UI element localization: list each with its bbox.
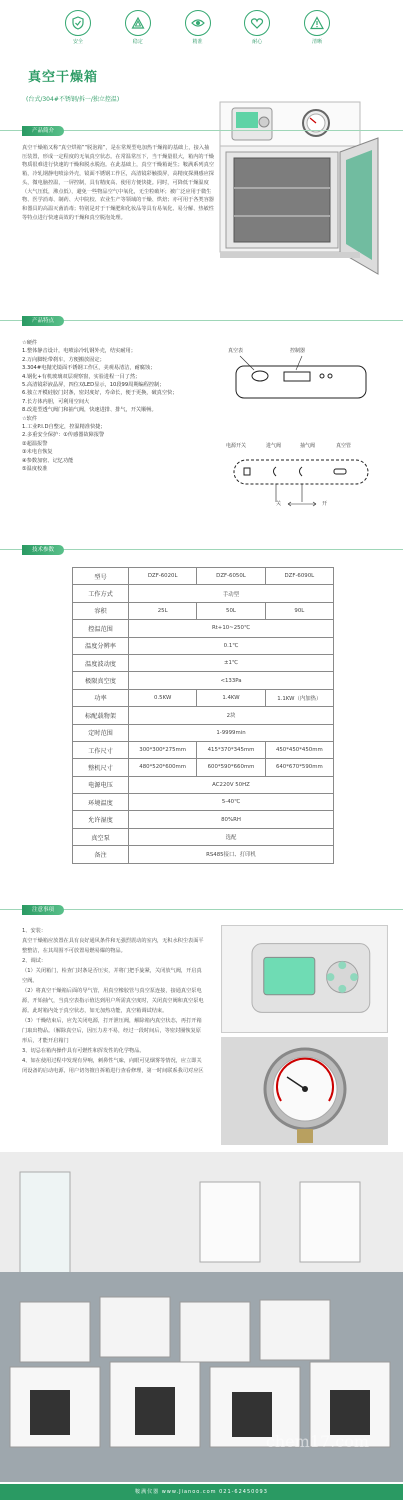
feature-line: ③未电自恢复 <box>22 449 53 456</box>
spec-value-cell: 手动型 <box>129 585 334 602</box>
control-panel-photo <box>221 925 388 1033</box>
watermark: chem17.com <box>265 1432 369 1451</box>
label-vacuum-pipe: 真空管 <box>336 443 352 449</box>
spec-label-cell: 备注 <box>73 846 129 863</box>
feature-line: ☆硬件 <box>22 340 38 346</box>
vacuum-oven-image <box>216 98 388 286</box>
spec-value-cell: 2块 <box>129 707 334 724</box>
table-row <box>73 620 334 637</box>
note-line: 4、如在使用过程中发现有异响，刺鼻性气味，向眼可见烟雾等情况，应立即关闭设备的启动电源，用户切勿擅自拆箱进行查看修理，第一时间联系我司对应区 <box>22 1058 204 1074</box>
spec-header-cell: DZF-6020L <box>129 568 197 585</box>
label-pump-valve: 抽气阀 <box>300 443 316 449</box>
section-features-title: 产品特点 <box>22 316 64 326</box>
feature-line: 6.独立开模硅胶门封条，密封度好，寿命长，便于更换，破真空快； <box>22 390 178 397</box>
spec-value-cell: 选配 <box>129 828 334 845</box>
spec-label-cell: 温度分辨率 <box>73 637 129 654</box>
spec-value-cell: Rt+10~250℃ <box>129 620 334 637</box>
heart-icon <box>244 10 270 36</box>
notes-text <box>22 926 204 1076</box>
spec-value-cell: 5-40℃ <box>129 794 334 811</box>
feature-icons-row <box>60 10 335 54</box>
feature-line: 3.304#电抛光镜面不锈钢工作区，美观易清洁，耐腐蚀； <box>22 365 156 372</box>
spec-label-cell: 真空泵 <box>73 828 129 845</box>
label-control-panel: 控制器 <box>290 348 306 354</box>
label-vent-valve: 进气阀 <box>266 443 282 449</box>
spec-value-cell: 50L <box>197 602 265 619</box>
feature-line: ④参数加密、记忆功能 <box>22 457 74 464</box>
triangle-icon <box>125 10 151 36</box>
note-line: 3、切忌在箱内操作具有可燃性和挥发性的化学物品。 <box>22 1048 145 1054</box>
section-features-bar <box>0 320 403 328</box>
feature-line: 1.工业P.I.D自整定，控温精准快捷； <box>22 424 106 431</box>
feature-label: 耐心 <box>252 39 263 45</box>
spec-label-cell: 允许湿度 <box>73 811 129 828</box>
intro-text: 真空干燥箱又称“真空烘箱”“脱泡箱”，是在常规型电加热干燥箱的基础上，接入抽压装置，形成一定程度的无氧真空状态。在常温常压下，当干燥量很大，箱内的干燥物质很难进行快速的干燥和脱水脱泡。在此基础上，真空干燥箱诞生；鞍满系列真空箱，冷轧钢静电喷涂外壳，镜面不锈钢工作区，高清镜彩触摸屏，高精度探测感应探头，微电脑控温，一屏控制，具有精度高、使用方便快捷。同时，可降低干燥温度（大气压低，沸点低），避免一些物品空气中氧化，无尘粒破坏；被广泛应用于微生物、医学消毒、制药、大中院校、农业生产等领域的干燥、烘焙；亦可用于各类容器和器具的高温灭菌消毒；特别是对于干燥肥和化妆品等具有易氧化、易分解、热敏性等特点进行快速高效的干燥和真空脱泡处理。 <box>22 145 214 221</box>
spec-label-cell: 标配载物架 <box>73 707 129 724</box>
spec-value-cell: <133Pa <box>129 672 334 689</box>
spec-value-cell: 80%RH <box>129 811 334 828</box>
feature-care <box>239 10 275 54</box>
spec-value-cell: 450*450*450mm <box>265 741 333 758</box>
label-power-switch: 电源开关 <box>226 443 247 449</box>
table-row <box>73 654 334 671</box>
spec-value-cell: RS485接口、打印机 <box>129 846 334 863</box>
section-notes-bar <box>0 909 403 917</box>
product-subtitle: (台式/304#不锈钢/拆一/独立控温) <box>26 96 120 103</box>
spec-value-cell: 415*370*345mm <box>197 741 265 758</box>
eye-icon <box>185 10 211 36</box>
spec-label-cell: 电源电压 <box>73 776 129 793</box>
features-list <box>22 339 217 474</box>
shield-check-icon <box>65 10 91 36</box>
panel-diagram <box>226 344 376 532</box>
spec-label-cell: 控温范围 <box>73 620 129 637</box>
spec-value-cell: 600*590*660mm <box>197 759 265 776</box>
section-intro-bar <box>0 130 403 138</box>
table-row <box>73 689 334 706</box>
label-vacuum-gauge: 真空表 <box>228 348 244 354</box>
feature-line: ⑤温度校准 <box>22 466 48 473</box>
table-row <box>73 811 334 828</box>
feature-line: 1.整体静音设计，电喷涂冷轧钢外壳，结实耐用； <box>22 348 136 355</box>
table-row <box>73 672 334 689</box>
product-title: 真空干燥箱 <box>28 70 99 85</box>
feature-clear <box>299 10 335 54</box>
feature-line: 5.高清镜彩液晶屏，四位双LED显示，10段99周期编程控制； <box>22 382 165 389</box>
spec-label-cell: 工作尺寸 <box>73 741 129 758</box>
spec-value-cell: ±1℃ <box>129 654 334 671</box>
label-open: 开 <box>322 501 328 507</box>
table-row <box>73 724 334 741</box>
front-panel-drawing <box>226 354 376 402</box>
spec-value-cell: 1.1KW（内加热） <box>265 689 333 706</box>
label-close: 关 <box>276 501 282 507</box>
spec-value-cell: 25L <box>129 602 197 619</box>
feature-label: 清晰 <box>311 39 322 45</box>
spec-value-cell: 480*520*600mm <box>129 759 197 776</box>
spec-label-cell: 功率 <box>73 689 129 706</box>
table-row <box>73 828 334 845</box>
table-row <box>73 637 334 654</box>
feature-label: 安全 <box>72 39 83 45</box>
note-line: （1）关闭箱门，检查门封条是否压实，并将门把手旋紧，关闭放气阀，开启真空阀。 <box>22 968 202 984</box>
feature-safe <box>60 10 96 54</box>
vacuum-gauge-photo <box>221 1037 388 1145</box>
note-line: （3）干燥结束后，应先关闭电源，打开泄压阀，解除箱内真空状态，再打开箱门取出物品。（解除真空后，因压力差不易，经过一段时间后，等密封圈恢复原形后，才能开启箱门 <box>22 1018 202 1044</box>
spec-value-cell: 90L <box>265 602 333 619</box>
table-row <box>73 568 334 585</box>
spec-value-cell: AC220V 50HZ <box>129 776 334 793</box>
feature-line: 8.改进型透气阀门和抽气阀，快速进排、排气，开关顺畅。 <box>22 407 157 414</box>
spec-label-cell: 定时范围 <box>73 724 129 741</box>
feature-line: 4.钢化+有机玻璃双层观察窗，实验进程一目了然； <box>22 373 141 380</box>
table-row <box>73 759 334 776</box>
spec-label-cell: 整机尺寸 <box>73 759 129 776</box>
note-line: 1、安装： <box>22 928 47 934</box>
spec-value-cell: 1-9999min <box>129 724 334 741</box>
spec-value-cell: 0.1℃ <box>129 637 334 654</box>
spec-value-cell: 0.5KW <box>129 689 197 706</box>
feature-line: 2.万向脚轮带刹车，方便搬放固定； <box>22 356 105 363</box>
table-row <box>73 585 334 602</box>
spec-value-cell: 640*670*590mm <box>265 759 333 776</box>
table-row <box>73 707 334 724</box>
spec-label-cell: 工作方式 <box>73 585 129 602</box>
rear-panel-drawing <box>226 450 376 510</box>
note-line: （2）将真空干燥箱后面的导气管，用真空橡胶管与真空泵连接，接通真空泵电源，开始抽气，当真空表指示值达到用户所需真空度时，关闭真空阀和真空泵电源。此时箱内处于真空状态，如无加热功能，真空箱调试结束。 <box>22 988 204 1014</box>
spec-label-cell: 温度波动度 <box>73 654 129 671</box>
table-row <box>73 794 334 811</box>
spec-label-cell: 容积 <box>73 602 129 619</box>
warning-icon <box>304 10 330 36</box>
spec-table <box>72 567 334 864</box>
table-row <box>73 741 334 758</box>
footer-bar: 鞍满仪器 www.Jianoo.com 021-62450093 <box>0 1484 403 1500</box>
table-row <box>73 776 334 793</box>
table-row <box>73 846 334 863</box>
feature-line: ☆软件 <box>22 415 38 422</box>
feature-label: 精准 <box>192 39 203 45</box>
note-line: 真空干燥箱应放置在具有良好通风条件和无强烈震动的室内，无积水积尘表面平整整洁，在其周围不可放置易燃易爆的物品。 <box>22 938 204 954</box>
feature-line: ②超温报警 <box>22 440 48 447</box>
feature-line: 7.长方体内胆，可利用空间大 <box>22 398 90 405</box>
spec-value-cell: 1.4KW <box>197 689 265 706</box>
feature-label: 稳定 <box>132 39 143 45</box>
spec-value-cell: 300*300*275mm <box>129 741 197 758</box>
spec-header-cell: DZF-6050L <box>197 568 265 585</box>
feature-stable <box>120 10 156 54</box>
spec-label-cell: 极限真空度 <box>73 672 129 689</box>
feature-line: 2.多重安全保护：①传感器故障报警 <box>22 432 105 439</box>
section-specs-title: 技术参数 <box>22 545 64 555</box>
section-specs-bar <box>0 549 403 557</box>
spec-label-cell: 环境温度 <box>73 794 129 811</box>
section-notes-title: 注意事项 <box>22 905 64 915</box>
feature-precise <box>180 10 216 54</box>
note-line: 2、调试： <box>22 958 47 964</box>
spec-header-cell: DZF-6090L <box>265 568 333 585</box>
table-row <box>73 602 334 619</box>
section-intro-title: 产品简介 <box>22 126 64 136</box>
spec-header-cell: 型号 <box>73 568 129 585</box>
